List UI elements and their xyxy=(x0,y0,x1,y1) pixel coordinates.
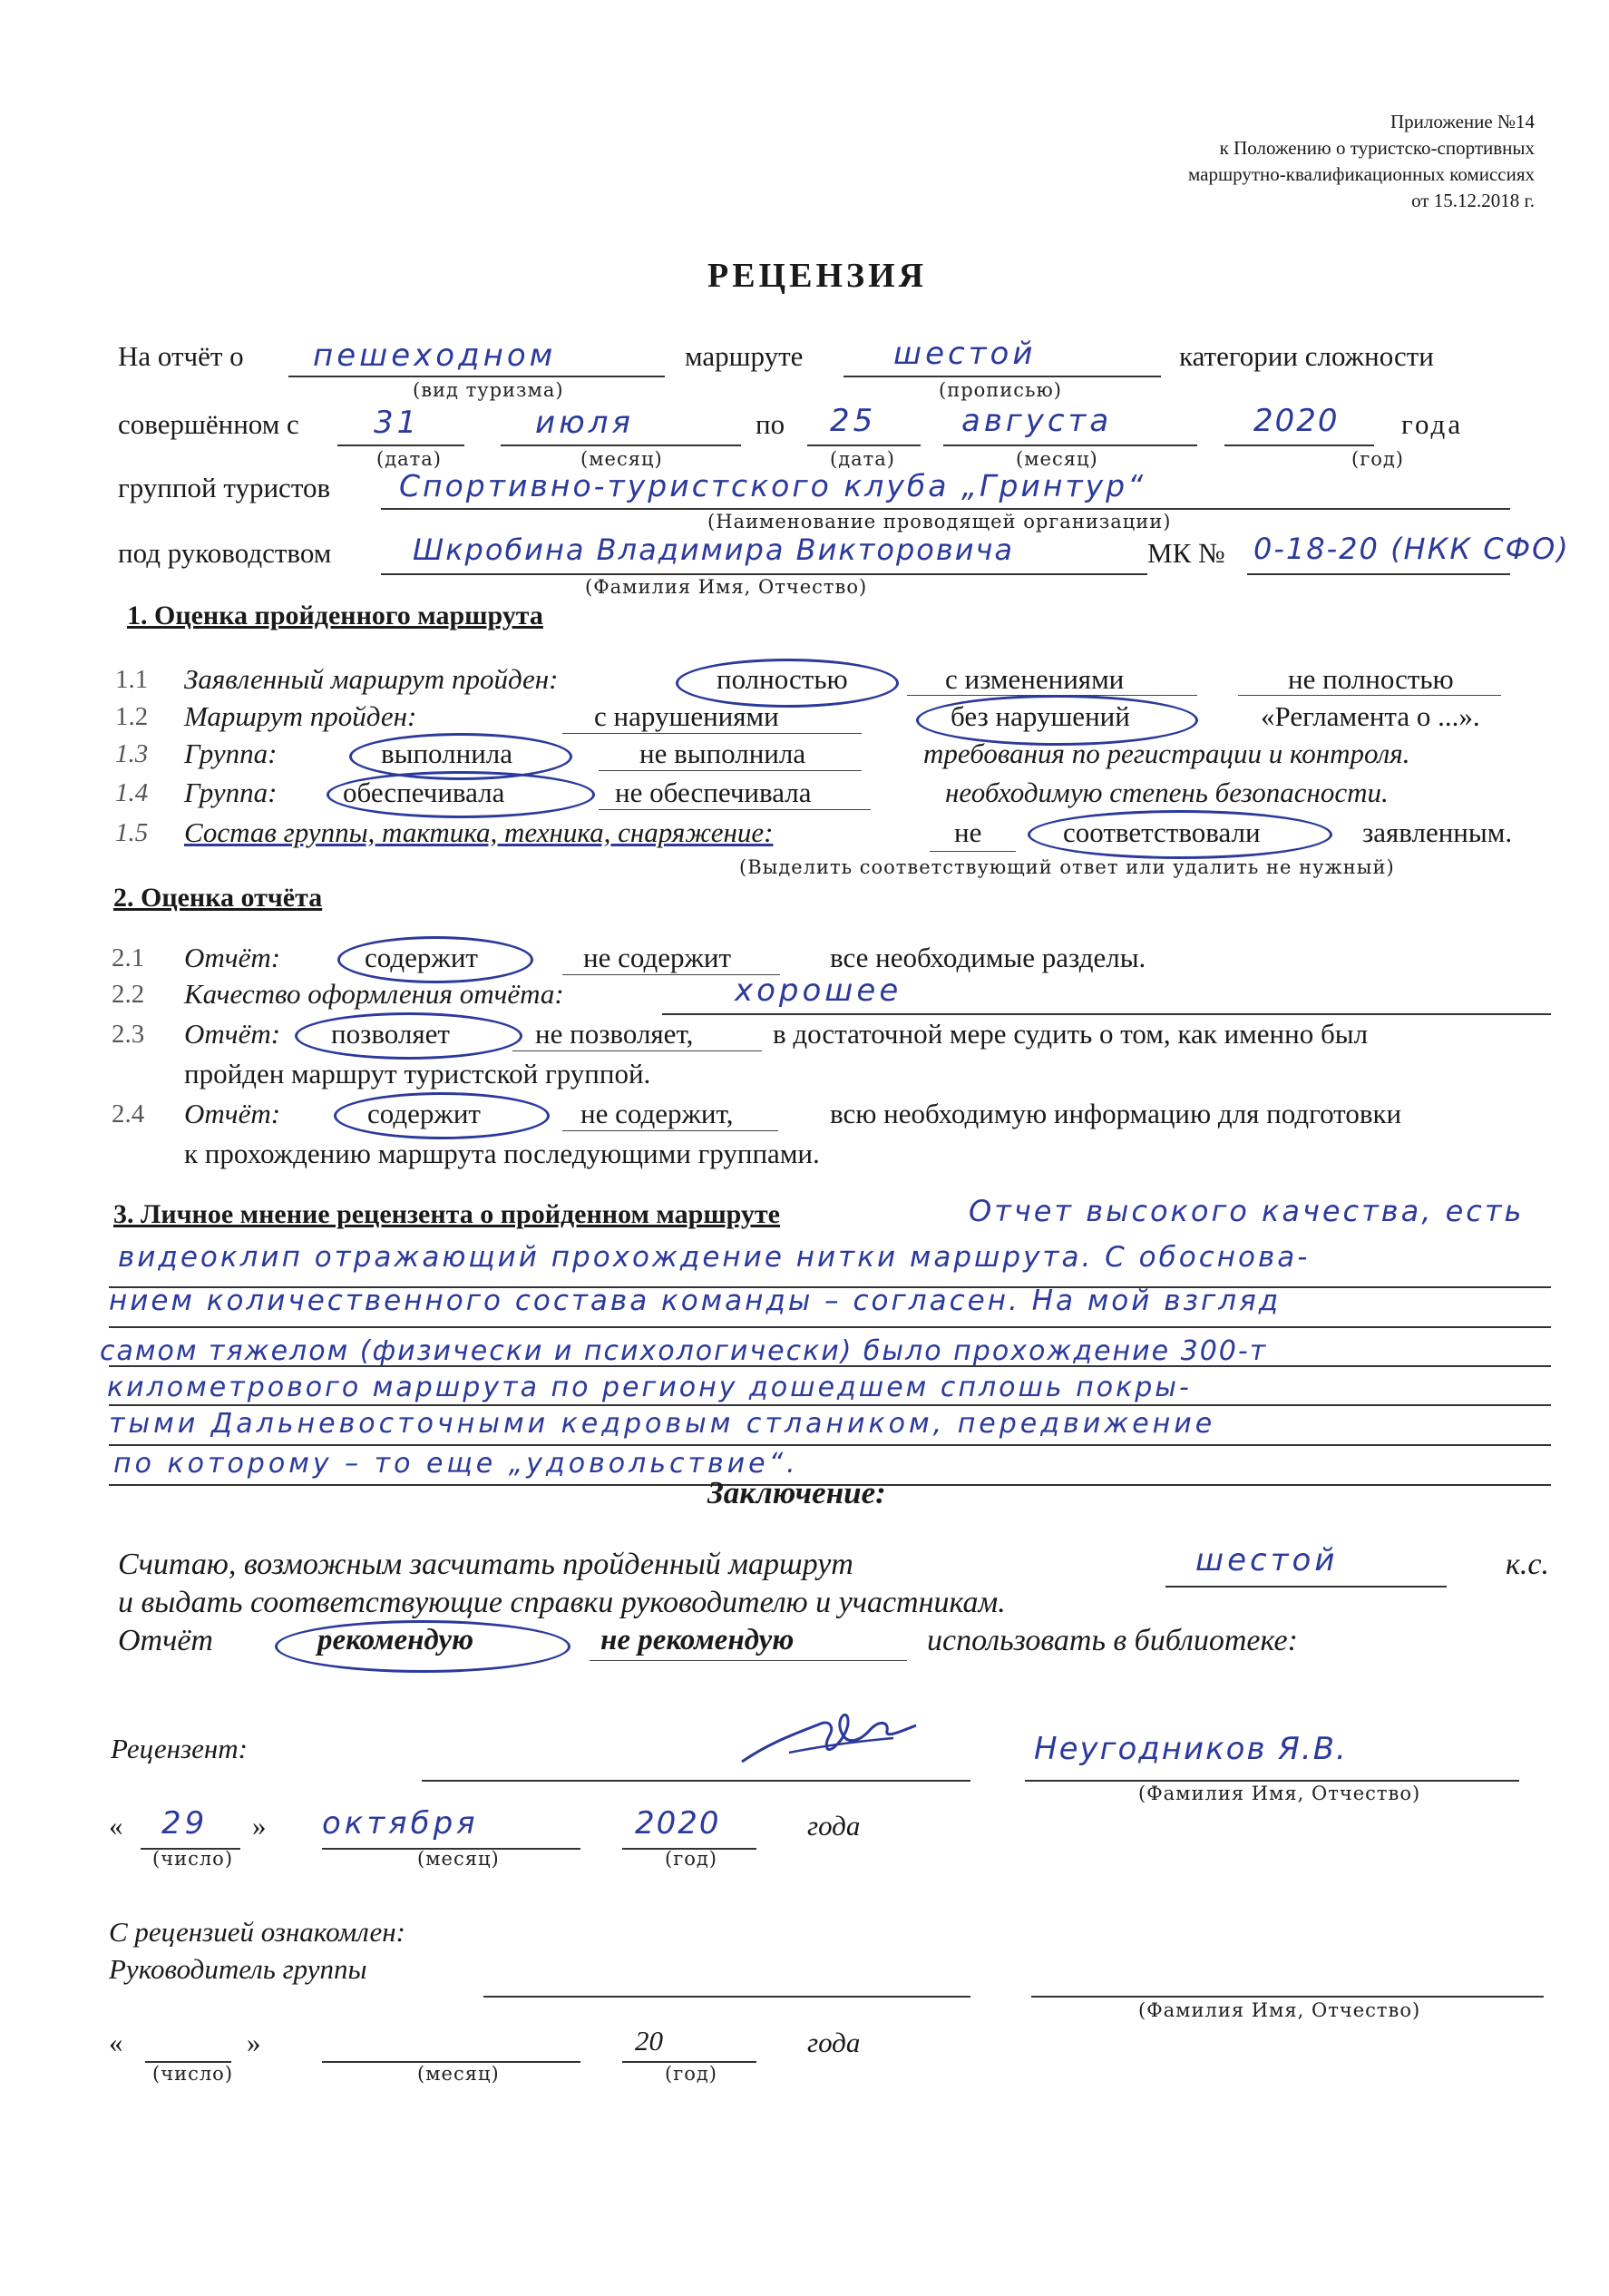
mk-number-value: 0-18-20 (НКК СФО) xyxy=(1253,532,1570,566)
to-label: по xyxy=(756,408,785,440)
row-1-3-label: Группа: xyxy=(184,738,278,769)
row-1-4-tail: необходимую степень безопасности. xyxy=(945,777,1389,808)
ack-line-2: Руководитель группы xyxy=(109,1953,367,1985)
ack-month-caption: (месяц) xyxy=(417,2063,500,2085)
option-rekomenduyu[interactable]: рекомендую xyxy=(317,1624,474,1656)
ack-year-caption: (год) xyxy=(665,2063,717,2085)
ack-quote-open: « xyxy=(109,2027,123,2058)
end-day-caption: (дата) xyxy=(830,448,895,470)
ack-day-caption: (число) xyxy=(152,2063,234,2085)
mk-line xyxy=(1247,573,1510,575)
reviewer-name-line xyxy=(1025,1780,1519,1782)
reviewer-signature-line xyxy=(422,1780,970,1782)
option-ne-pozvolyaet[interactable]: не позволяет, xyxy=(535,1018,694,1050)
annex-line: Приложение №14 xyxy=(1390,111,1535,132)
option-ne-vypolnila[interactable]: не выполнила xyxy=(639,738,806,769)
reviewer-day-value: 29 xyxy=(161,1805,209,1842)
ack-quote-close: » xyxy=(247,2027,261,2058)
tourism-type-caption: (вид туризма) xyxy=(413,379,564,401)
option-ne[interactable]: не xyxy=(954,816,982,848)
organization-caption: (Наименование проводящей организации) xyxy=(707,511,1172,532)
ack-line-1: С рецензией ознакомлен: xyxy=(109,1916,405,1948)
opinion-rule xyxy=(109,1326,1551,1328)
ack-name-line xyxy=(1031,1996,1544,1998)
mk-label: МК № xyxy=(1147,537,1225,569)
row-1-5-num: 1.5 xyxy=(115,818,149,847)
opinion-rule xyxy=(109,1444,1551,1446)
conclusion-title: Заключение: xyxy=(707,1475,886,1510)
row-2-3-label: Отчёт: xyxy=(184,1018,281,1050)
option-vypolnila[interactable]: выполнила xyxy=(381,738,513,769)
end-day-value: 25 xyxy=(830,403,877,439)
reviewer-quote-open: « xyxy=(109,1810,123,1842)
option-line xyxy=(562,1130,778,1131)
reviewer-label: Рецензент: xyxy=(111,1733,248,1764)
row-2-3-cont: пройден маршрут туристской группой. xyxy=(184,1058,651,1089)
conclusion-line-2: и выдать соответствующие справки руководителю и участникам. xyxy=(118,1586,1006,1619)
start-month-line xyxy=(501,445,741,446)
completed-from-label: совершённом с xyxy=(118,408,299,440)
row-2-4-num: 2.4 xyxy=(112,1099,145,1128)
option-line xyxy=(562,733,862,734)
start-day-line xyxy=(337,445,464,446)
leader-value: Шкробина Владимира Викторовича xyxy=(413,532,1014,567)
opinion-line-6: тыми Дальневосточными кедровым стлаником, передвижение xyxy=(109,1408,1216,1440)
year-label: года xyxy=(1401,408,1464,440)
opinion-rule xyxy=(109,1404,1551,1406)
leader-line xyxy=(381,573,1147,575)
reviewer-year-label: года xyxy=(807,1810,861,1842)
section1-title: 1. Оценка пройденного маршрута xyxy=(127,601,543,630)
option-s-izmeneniyami[interactable]: с изменениями xyxy=(945,663,1125,695)
conclusion-category-line xyxy=(1165,1586,1447,1588)
ack-year-label: года xyxy=(807,2027,861,2058)
leader-caption: (Фамилия Имя, Отчество) xyxy=(585,576,868,598)
reviewer-year-value: 2020 xyxy=(635,1805,721,1842)
opinion-line-3: нием количественного состава команды – согласен. На мой взгляд xyxy=(109,1285,1282,1317)
category-value: шестой xyxy=(893,336,1037,372)
reviewer-day-caption: (число) xyxy=(152,1848,234,1870)
section2-title: 2. Оценка отчёта xyxy=(113,883,323,913)
year-caption: (год) xyxy=(1351,448,1404,470)
annex-header xyxy=(1188,109,1535,214)
year-value: 2020 xyxy=(1253,403,1340,439)
organization-line xyxy=(381,508,1510,510)
row-1-4-label: Группа: xyxy=(184,777,278,808)
tourism-type-value: пешеходном xyxy=(313,337,557,374)
row-1-5-tail: заявленным. xyxy=(1362,816,1513,848)
row-1-2-num: 1.2 xyxy=(115,702,149,731)
annex-line: от 15.12.2018 г. xyxy=(1411,190,1535,211)
row-1-1-label: Заявленный маршрут пройден: xyxy=(184,663,559,695)
ack-signature-line xyxy=(483,1996,970,1998)
option-ne-rekomenduyu[interactable]: не рекомендую xyxy=(600,1624,795,1656)
option-sootvetstvovali[interactable]: соответствовали xyxy=(1063,816,1261,848)
opinion-line-7: по которому – то еще „удовольствие“. xyxy=(113,1448,799,1480)
option-obespechivala[interactable]: обеспечивала xyxy=(343,777,505,808)
year-line xyxy=(1224,445,1374,446)
start-day-caption: (дата) xyxy=(376,448,442,470)
section1-note: (Выделить соответствующий ответ или удалить не нужный) xyxy=(739,856,1395,878)
annex-line: маршрутно-квалификационных комиссиях xyxy=(1188,163,1535,185)
conclusion-report-label: Отчёт xyxy=(118,1624,213,1657)
opinion-line-2: видеоклип отражающий прохождение нитки маршрута. С обоснова- xyxy=(118,1241,1311,1274)
quality-line xyxy=(662,1013,1551,1015)
row-2-3-tail: в достаточной мере судить о том, как именно был xyxy=(773,1018,1369,1050)
quality-value: хорошее xyxy=(735,972,902,1009)
row-2-1-label: Отчёт: xyxy=(184,942,281,973)
option-ne-polnostyu[interactable]: не полностью xyxy=(1288,663,1454,695)
row-1-3-num: 1.3 xyxy=(115,739,149,768)
annex-line: к Положению о туристско-спортивных xyxy=(1219,137,1535,159)
reviewer-signature xyxy=(735,1705,943,1778)
end-month-line xyxy=(943,445,1197,446)
category-line xyxy=(844,376,1161,377)
row-2-4-cont: к прохождению маршрута последующими группами. xyxy=(184,1138,820,1169)
option-pozvolyaet[interactable]: позволяет xyxy=(331,1018,450,1050)
end-day-line xyxy=(807,445,921,446)
on-report-label: На отчёт о xyxy=(118,340,244,372)
row-1-2-tail: «Регламента о ...». xyxy=(1261,700,1480,732)
option-ne-obespechivala[interactable]: не обеспечивала xyxy=(615,777,812,808)
reviewer-name-value: Неугодников Я.В. xyxy=(1034,1731,1348,1767)
row-1-5-label: Состав группы, тактика, техника, снаряжение: xyxy=(184,816,774,848)
conclusion-category-value: шестой xyxy=(1195,1542,1339,1578)
route-label: маршруте xyxy=(685,340,804,372)
start-month-value: июля xyxy=(535,405,634,441)
row-2-4-label: Отчёт: xyxy=(184,1098,281,1129)
category-caption: (прописью) xyxy=(939,379,1062,401)
option-line xyxy=(599,770,862,771)
row-2-2-label: Качество оформления отчёта: xyxy=(184,978,564,1010)
reviewer-month-value: октября xyxy=(322,1805,479,1842)
row-2-2-num: 2.2 xyxy=(112,980,145,1009)
group-label: группой туристов xyxy=(118,472,331,503)
opinion-line-5: километрового маршрута по региону дошедшем сплошь покры- xyxy=(107,1372,1192,1403)
end-month-value: августа xyxy=(961,403,1113,439)
option-polnostyu[interactable]: полностью xyxy=(717,663,848,695)
leader-label: под руководством xyxy=(118,537,332,569)
row-2-1-num: 2.1 xyxy=(112,943,145,972)
section3-title: 3. Личное мнение рецензента о пройденном маршруте xyxy=(113,1199,780,1229)
option-soderzhit[interactable]: содержит xyxy=(365,942,478,973)
row-2-3-num: 2.3 xyxy=(112,1020,145,1049)
option-line xyxy=(599,809,871,810)
reviewer-name-caption: (Фамилия Имя, Отчество) xyxy=(1138,1783,1421,1804)
opinion-line-4: самом тяжелом (физически и психологически) было прохождение 300-т xyxy=(100,1335,1268,1367)
ack-year-prefix: 20 xyxy=(635,2025,663,2057)
tourism-type-line xyxy=(288,376,665,377)
option-ne-soderzhit-2[interactable]: не содержит, xyxy=(580,1098,734,1129)
start-day-value: 31 xyxy=(374,405,421,441)
reviewer-month-caption: (месяц) xyxy=(417,1848,500,1870)
option-line xyxy=(590,1660,907,1661)
conclusion-line-1: Считаю, возможным засчитать пройденный маршрут xyxy=(118,1548,853,1581)
option-ne-soderzhit[interactable]: не содержит xyxy=(583,942,732,973)
conclusion-ks: к.с. xyxy=(1506,1548,1549,1581)
option-s-narusheniyami[interactable]: с нарушениями xyxy=(594,700,779,732)
reviewer-year-caption: (год) xyxy=(665,1848,717,1870)
row-2-1-tail: все необходимые разделы. xyxy=(830,942,1146,973)
document-title: РЕЦЕНЗИЯ xyxy=(707,257,928,295)
end-month-caption: (месяц) xyxy=(1016,448,1098,470)
category-label: категории сложности xyxy=(1179,340,1434,372)
start-month-caption: (месяц) xyxy=(580,448,663,470)
row-1-3-tail: требования по регистрации и контроля. xyxy=(923,738,1410,769)
row-1-2-label: Маршрут пройден: xyxy=(184,700,417,732)
opinion-line-1: Отчет высокого качества, есть xyxy=(969,1194,1525,1228)
conclusion-tail: использовать в библиотеке: xyxy=(927,1624,1298,1657)
organization-value: Спортивно-туристского клуба „Гринтур“ xyxy=(399,468,1146,503)
row-1-1-num: 1.1 xyxy=(115,665,149,694)
option-line xyxy=(930,851,1016,852)
row-1-4-num: 1.4 xyxy=(115,778,149,807)
reviewer-quote-close: » xyxy=(252,1810,267,1842)
option-soderzhit-2[interactable]: содержит xyxy=(367,1098,481,1129)
option-bez-narusheniy[interactable]: без нарушений xyxy=(951,700,1130,732)
row-2-4-tail: всю необходимую информацию для подготовки xyxy=(830,1098,1402,1129)
option-line xyxy=(512,1050,762,1051)
ack-name-caption: (Фамилия Имя, Отчество) xyxy=(1138,1999,1421,2021)
